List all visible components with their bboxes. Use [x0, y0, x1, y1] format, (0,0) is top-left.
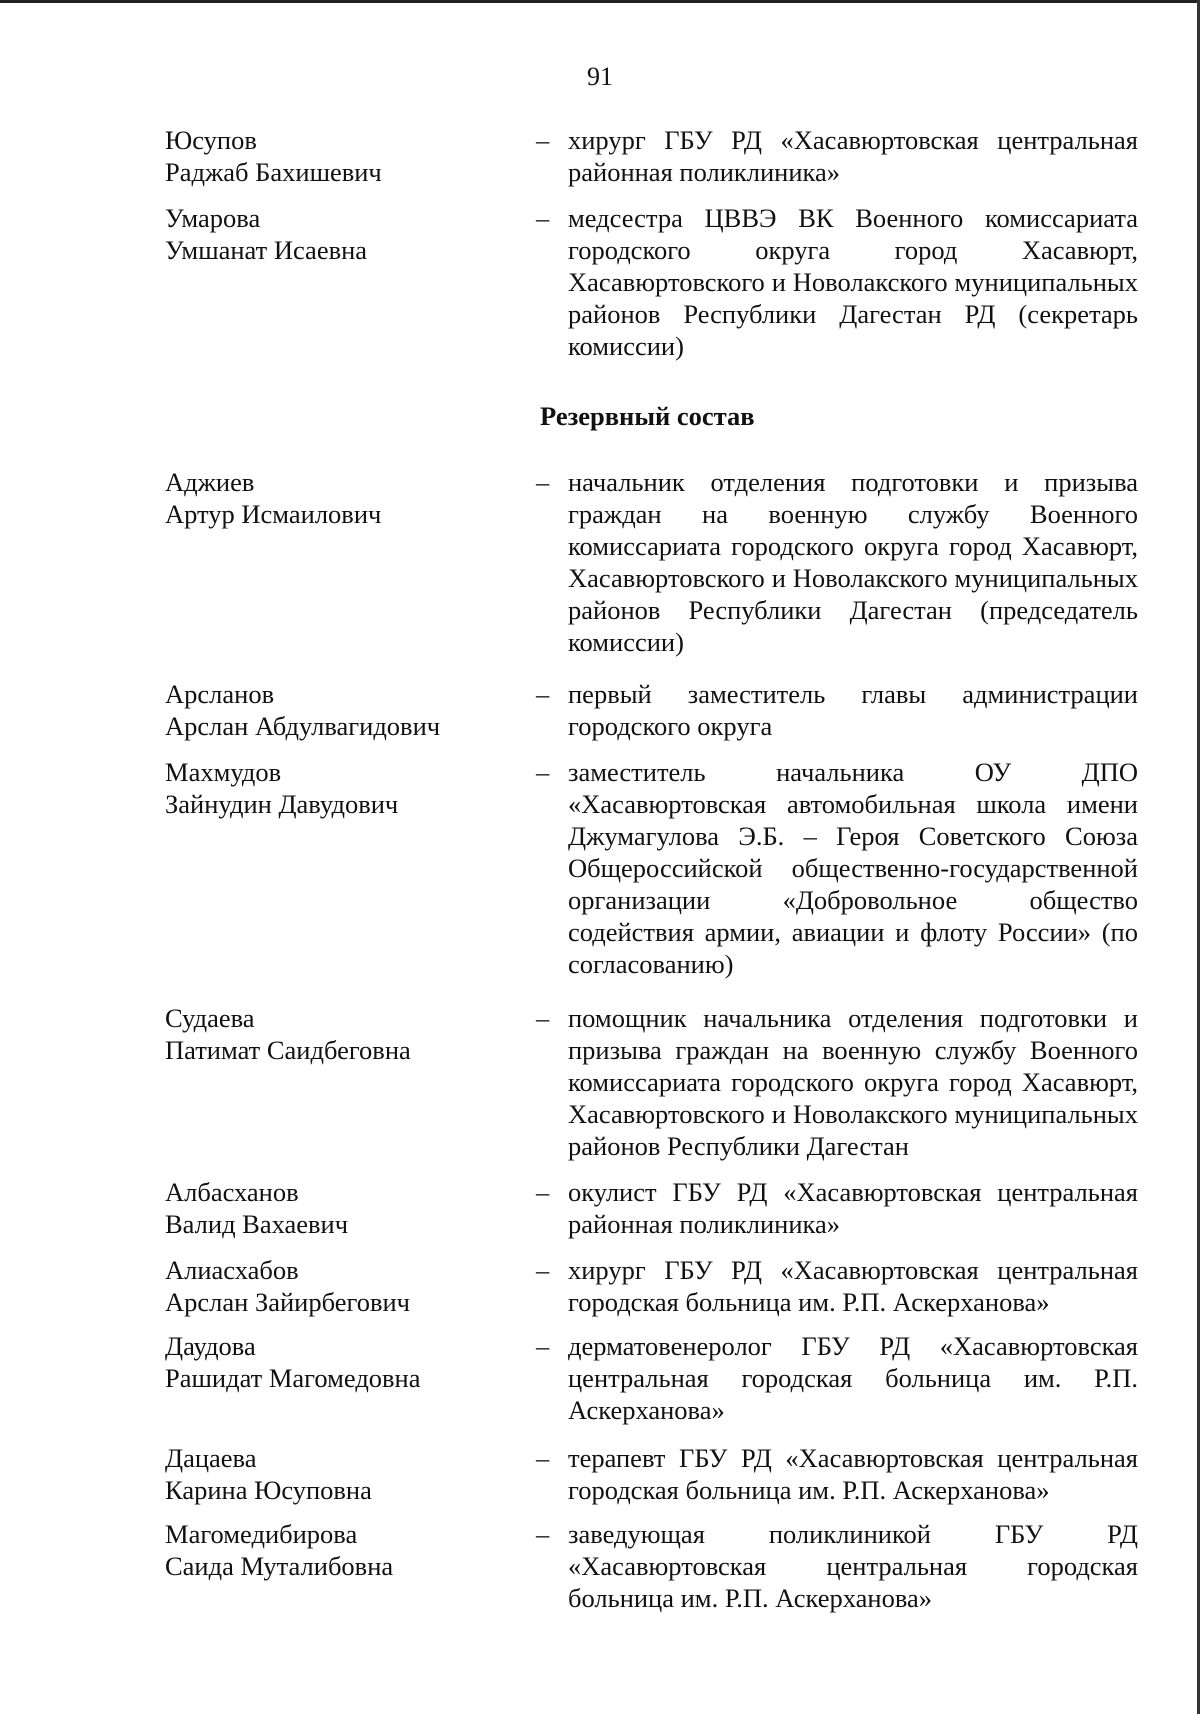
- person-position: медсестра ЦВВЭ ВК Военного комиссариата городского округа город Хасавюрт, Хасавюртовского и Новолакского муниципальных районов Республики Дагестан РД (секретарь комиссии): [568, 203, 1138, 361]
- dash-separator: –: [536, 467, 550, 497]
- person-surname: Даудова: [165, 1331, 256, 1361]
- person-surname: Юсупов: [165, 125, 257, 155]
- dash-separator: –: [536, 1255, 550, 1285]
- person-name: [165, 466, 525, 530]
- person-given-name: Арслан Зайирбегович: [165, 1287, 410, 1317]
- person-surname: Арсланов: [165, 679, 275, 709]
- person-given-name: Арслан Абдулвагидович: [165, 711, 441, 741]
- person-surname: Судаева: [165, 1003, 255, 1033]
- person-name: [165, 1002, 525, 1066]
- person-given-name: Умшанат Исаевна: [165, 235, 368, 265]
- person-position: окулист ГБУ РД «Хасавюртовская центральная районная поликлиника»: [568, 1177, 1138, 1239]
- person-position: первый заместитель главы администрации городского округа: [568, 679, 1138, 741]
- person-name: [165, 756, 525, 820]
- person-position: заместитель начальника ОУ ДПО «Хасавюртовская автомобильная школа имени Джумагулова Э.Б. – Героя Советского Союза Общероссийской общественно-государственной организации «Добровольное общество содействия армии, авиации и флоту России» (по согласованию): [568, 757, 1138, 979]
- dash-separator: –: [536, 679, 550, 709]
- dash-separator: –: [536, 1443, 550, 1473]
- person-given-name: Патимат Саидбеговна: [165, 1035, 411, 1065]
- person-name: [165, 1330, 525, 1394]
- person-surname: Магомедибирова: [165, 1519, 358, 1549]
- person-position: хирург ГБУ РД «Хасавюртовская центральная районная поликлиника»: [568, 125, 1138, 187]
- person-position: помощник начальника отделения подготовки и призыва граждан на военную службу Военного комиссариата городского округа город Хасавюрт, Хасавюртовского и Новолакского муниципальных районов Республики Дагестан: [568, 1003, 1138, 1161]
- person-name: [165, 202, 525, 266]
- person-given-name: Саида Муталибовна: [165, 1551, 394, 1581]
- person-position: хирург ГБУ РД «Хасавюртовская центральная городская больница им. Р.П. Аскерханова»: [568, 1255, 1138, 1317]
- person-position: начальник отделения подготовки и призыва граждан на военную службу Военного комиссариата городского округа город Хасавюрт, Хасавюртовского и Новолакского муниципальных районов Республики Дагестан (председатель комиссии): [568, 467, 1138, 657]
- dash-separator: –: [536, 1331, 550, 1361]
- dash-separator: –: [536, 1003, 550, 1033]
- person-surname: Аджиев: [165, 467, 255, 497]
- person-position: дерматовенеролог ГБУ РД «Хасавюртовская центральная городская больница им. Р.П. Аскерханова»: [568, 1331, 1138, 1425]
- person-given-name: Рашидат Магомедовна: [165, 1363, 421, 1393]
- person-name: [165, 1518, 525, 1582]
- page-border-top: [0, 0, 1200, 3]
- person-given-name: Карина Юсуповна: [165, 1475, 372, 1505]
- page-number: 91: [587, 62, 613, 91]
- person-given-name: Валид Вахаевич: [165, 1209, 349, 1239]
- dash-separator: –: [536, 203, 550, 233]
- person-position: заведующая поликлиникой ГБУ РД «Хасавюртовская центральная городская больница им. Р.П. Аскерханова»: [568, 1519, 1138, 1613]
- person-surname: Албасханов: [165, 1177, 299, 1207]
- person-name: [165, 1176, 525, 1240]
- person-given-name: Раджаб Бахишевич: [165, 157, 382, 187]
- person-given-name: Зайнудин Давудович: [165, 789, 399, 819]
- person-name: [165, 678, 525, 742]
- dash-separator: –: [536, 757, 550, 787]
- person-surname: Алиасхабов: [165, 1255, 299, 1285]
- person-name: [165, 1442, 525, 1506]
- person-surname: Умарова: [165, 203, 261, 233]
- section-heading: Резервный состав: [540, 401, 755, 431]
- dash-separator: –: [536, 1519, 550, 1549]
- person-surname: Дацаева: [165, 1443, 257, 1473]
- dash-separator: –: [536, 1177, 550, 1207]
- person-surname: Махмудов: [165, 757, 282, 787]
- person-name: [165, 1254, 525, 1318]
- person-position: терапевт ГБУ РД «Хасавюртовская центральная городская больница им. Р.П. Аскерханова»: [568, 1443, 1138, 1505]
- dash-separator: –: [536, 125, 550, 155]
- person-name: [165, 124, 525, 188]
- person-given-name: Артур Исмаилович: [165, 499, 382, 529]
